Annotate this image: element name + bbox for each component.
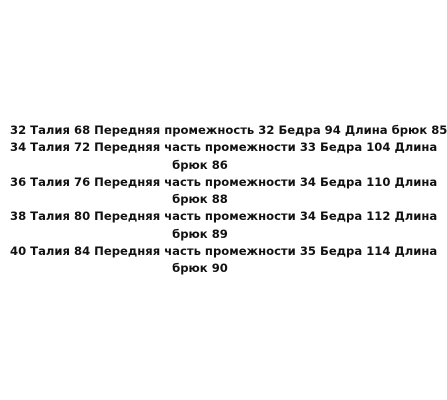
size-line-4: 38 Талия 80 Передняя часть промежности 34 Бедра 112 Длина bbox=[10, 209, 438, 224]
size-line-2: 34 Талия 72 Передняя часть промежности 33 Бедра 104 Длина bbox=[10, 140, 438, 155]
size-line-3: 36 Талия 76 Передняя часть промежности 34 Бедра 110 Длина bbox=[10, 174, 438, 189]
size-line-4-continued: брюк 89 bbox=[172, 226, 228, 241]
size-line-5-continued: брюк 90 bbox=[172, 261, 228, 276]
size-line-5: 40 Талия 84 Передняя часть промежности 35 Бедра 114 Длина bbox=[10, 244, 438, 259]
size-chart-text bbox=[0, 122, 447, 278]
size-line-2-continued: брюк 86 bbox=[172, 157, 228, 172]
size-line-1: 32 Талия 68 Передняя промежность 32 Бедра 94 Длина брюк 85 bbox=[10, 123, 447, 137]
size-line-3-continued: брюк 88 bbox=[172, 192, 228, 207]
